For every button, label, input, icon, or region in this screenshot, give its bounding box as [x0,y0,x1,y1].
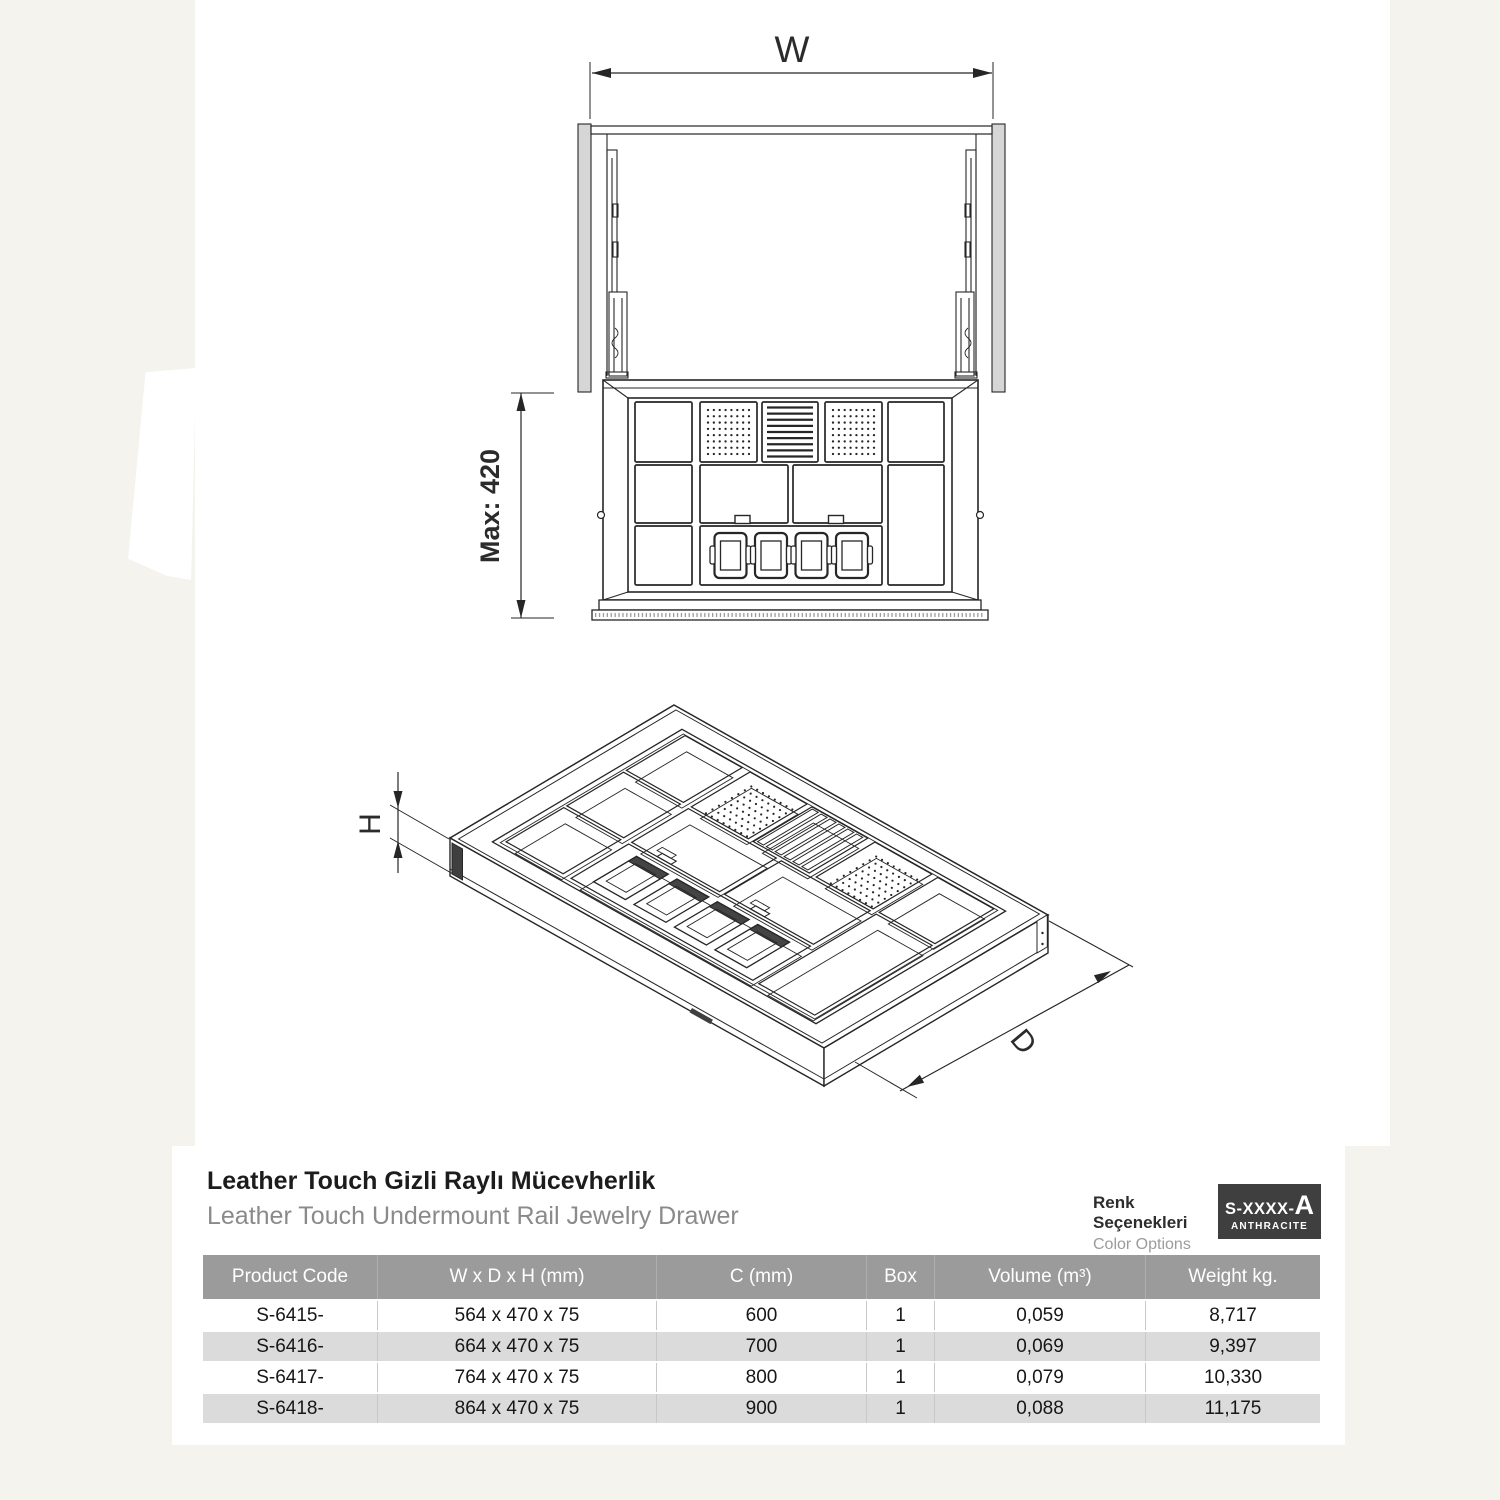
table-header-cell: C (mm) [657,1255,867,1299]
table-cell: S-6418- [203,1394,378,1423]
table-row [203,1301,1320,1330]
table-cell: 0,059 [935,1301,1146,1330]
table-cell: 800 [657,1363,867,1392]
table-cell: S-6415- [203,1301,378,1330]
color-options-label-english: Color Options [1093,1236,1191,1253]
table-cell: 600 [657,1301,867,1330]
cabinet-side-left [578,124,591,392]
table-header-cell: Volume (m³) [935,1255,1146,1299]
max-height-dimension [475,393,554,618]
table-row [203,1394,1320,1423]
front-view-drawing [475,29,1005,620]
width-dimension-label: W [774,29,810,70]
color-code-suffix: A [1294,1189,1315,1220]
isometric-drawing [354,705,1133,1098]
table-cell: S-6416- [203,1332,378,1361]
product-title-english: Leather Touch Undermount Rail Jewelry Drawer [207,1202,739,1230]
color-code-prefix: S-XXXX- [1224,1199,1295,1218]
table-cell: 664 x 470 x 75 [378,1332,657,1361]
max-height-label: Max: 420 [475,448,505,564]
height-dimension [354,772,453,874]
table-cell: 764 x 470 x 75 [378,1363,657,1392]
spec-table [203,1253,1320,1425]
spec-table-header-row [203,1255,1320,1299]
color-code-badge [1218,1184,1321,1239]
table-row [203,1363,1320,1392]
table-header-cell: Product Code [203,1255,378,1299]
rail-end-cap-left [452,843,463,880]
table-cell: 8,717 [1209,1304,1257,1326]
table-cell: 1 [867,1363,935,1392]
table-cell: 0,079 [935,1363,1146,1392]
table-cell: 0,088 [935,1394,1146,1423]
product-title-turkish: Leather Touch Gizli Raylı Mücevherlik [207,1167,656,1195]
table-header-cell: Weight kg. [1146,1255,1320,1299]
cabinet-side-right [992,124,1005,392]
color-name: ANTHRACITE [1231,1220,1308,1232]
table-cell: S-6417- [203,1363,378,1392]
width-dimension [590,29,993,119]
table-cell: 564 x 470 x 75 [378,1301,657,1330]
cabinet-top-panel [591,126,992,134]
table-row [203,1332,1320,1361]
table-cell: 0,069 [935,1332,1146,1361]
color-options-labels [1093,1193,1213,1254]
table-cell: 1 [867,1394,935,1423]
table-cell: 1 [867,1332,935,1361]
height-dimension-label: H [354,813,387,835]
undermount-rail-left [606,134,628,378]
color-code [1224,1189,1315,1220]
color-options-label-turkish: Renk Seçenekleri [1093,1193,1188,1232]
table-cell: 700 [657,1332,867,1361]
table-cell: 11,175 [1204,1397,1262,1419]
table-cell: 900 [657,1394,867,1423]
table-cell: 864 x 470 x 75 [378,1394,657,1423]
table-header-cell: W x D x H (mm) [378,1255,657,1299]
undermount-rail-right [955,134,977,378]
depth-dimension-label: D [1003,1022,1043,1061]
table-cell: 1 [867,1301,935,1330]
table-cell: 10,330 [1203,1366,1263,1388]
jewelry-tray-front [592,380,988,620]
table-header-cell: Box [867,1255,935,1299]
table-cell: 9,397 [1209,1335,1257,1357]
